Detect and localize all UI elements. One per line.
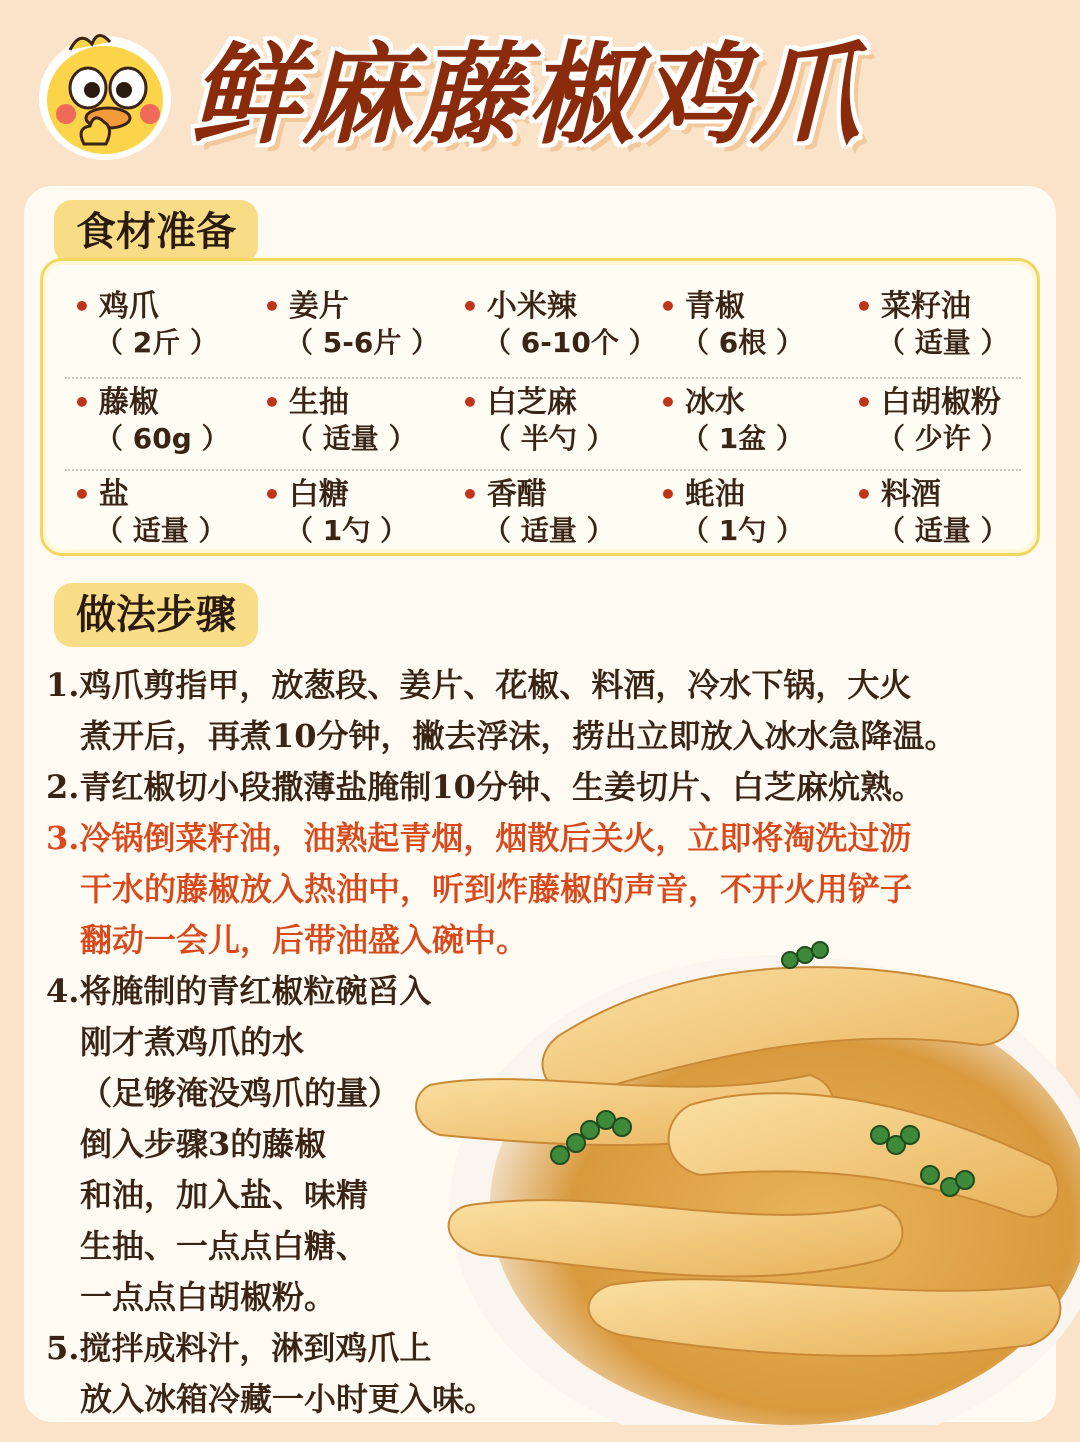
ingredient-name: • 香醋 [461,477,547,513]
step-line: 和油，加入盐、味精 [80,1176,369,1214]
ingredient-quantity: （ 6-10个 ） [483,326,657,359]
ingredient-name: • 白胡椒粉 [855,385,1001,421]
ingredient-name: • 白芝麻 [461,385,577,421]
step-line: 放入冰箱冷藏一小时更入味。 [80,1380,497,1418]
step-line-highlight: 干水的藤椒放入热油中，听到炸藤椒的声音，不开火用铲子 [80,870,913,908]
ingredient-item [651,385,847,469]
ingredient-name: • 鸡爪 [73,289,159,325]
ingredient-name: • 小米辣 [461,289,577,325]
ingredient-name: • 青椒 [659,289,745,325]
steps-heading: 做法步骤 [54,583,258,647]
ingredient-name: • 盐 [73,477,129,513]
ingredient-name: • 蚝油 [659,477,745,513]
ingredient-name: • 姜片 [263,289,349,325]
ingredient-row [65,469,1021,561]
step-line: 煮开后，再煮10分钟，撇去浮沫，捞出立即放入冰水急降温。 [80,717,957,755]
ingredient-row [65,377,1021,469]
ingredient-quantity: （ 适量 ） [285,422,417,455]
ingredient-item [651,477,847,561]
ingredient-quantity: （ 半勺 ） [483,422,615,455]
ingredient-item [847,289,1043,373]
ingredient-name: • 藤椒 [73,385,159,421]
ingredient-quantity: （ 1勺 ） [681,514,804,547]
ingredient-item [255,289,451,373]
ingredient-item [453,477,649,561]
step-line: 倒入步骤3的藤椒 [80,1125,327,1163]
ingredient-item [651,289,847,373]
page-title: 鲜麻藤椒鸡爪 [190,31,862,159]
ingredients-table [40,258,1040,556]
step-line: 1.鸡爪剪指甲，放葱段、姜片、花椒、料酒，冷水下锅，大火 [46,666,912,704]
ingredient-name: • 白糖 [263,477,349,513]
ingredient-name: • 料酒 [855,477,941,513]
ingredient-quantity: （ 适量 ） [877,514,1009,547]
ingredient-quantity: （ 少许 ） [877,422,1009,455]
ingredients-heading: 食材准备 [54,200,258,264]
ingredient-item [65,385,261,469]
step-line: 一点点白胡椒粉。 [80,1278,337,1316]
step-line: （足够淹没鸡爪的量） [80,1074,401,1112]
ingredient-quantity: （ 2斤 ） [95,326,218,359]
step-line: 刚才煮鸡爪的水 [80,1023,305,1061]
ingredient-quantity: （ 1勺 ） [285,514,408,547]
ingredient-name: • 冰水 [659,385,745,421]
steps-list [46,660,1046,1425]
step-line: 5.搅拌成料汁，淋到鸡爪上 [46,1329,432,1367]
step-line: 2.青红椒切小段撒薄盐腌制10分钟、生姜切片、白芝麻炕熟。 [46,768,924,806]
step-line-highlight: 3.冷锅倒菜籽油，油熟起青烟，烟散后关火，立即将淘洗过沥 [46,819,912,857]
duck-mascot-icon [30,18,180,168]
ingredient-quantity: （ 1盆 ） [681,422,804,455]
ingredient-name: • 生抽 [263,385,349,421]
step-line: 4.将腌制的青红椒粒碗舀入 [46,972,432,1010]
ingredient-quantity: （ 6根 ） [681,326,804,359]
ingredient-name: • 菜籽油 [855,289,971,325]
ingredient-item [255,385,451,469]
header [0,0,1080,180]
ingredient-item [453,385,649,469]
ingredient-item [65,477,261,561]
ingredient-quantity: （ 适量 ） [877,326,1009,359]
ingredient-quantity: （ 5-6片 ） [285,326,440,359]
ingredient-item [453,289,657,373]
ingredient-item [255,477,451,561]
step-line-highlight: 翻动一会儿，后带油盛入碗中。 [80,921,529,959]
ingredient-quantity: （ 60g ） [95,422,230,455]
ingredient-item [847,385,1043,469]
ingredient-item [65,289,261,373]
ingredient-row [65,283,1021,375]
step-line: 生抽、一点点白糖、 [80,1227,369,1265]
ingredient-quantity: （ 适量 ） [483,514,615,547]
ingredient-quantity: （ 适量 ） [95,514,227,547]
ingredient-item [847,477,1043,561]
